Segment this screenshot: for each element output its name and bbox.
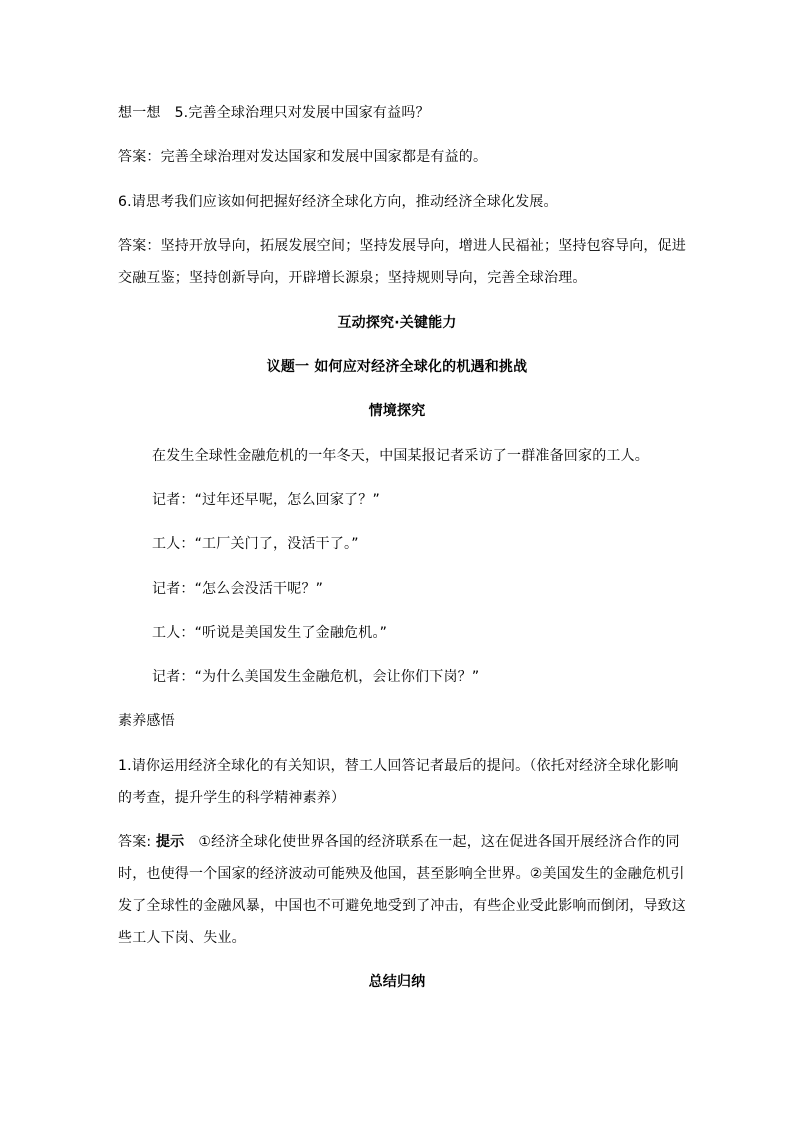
summary-title: 总结归纳 <box>368 974 426 990</box>
section-title: 互动探究·关键能力 <box>337 315 457 331</box>
dialog-line: 记者：“怎么会没活干呢？” <box>152 581 324 597</box>
dialog-line: 工人：“工厂关门了，没活干了。” <box>152 536 359 552</box>
dialog-line: 记者：“过年还早呢，怎么回家了？” <box>152 492 380 508</box>
scenario-title: 情境探究 <box>368 403 426 419</box>
answer-1-line-3: 发了全球性的金融风暴，中国也不可避免地受到了冲击，有些企业受此影响而倒闭，导致这 <box>118 898 686 914</box>
dialog-line: 工人：“听说是美国发生了金融危机。” <box>152 625 388 641</box>
answer-5: 答案：完善全球治理对发达国家和发展中国家都是有益的。 <box>118 149 488 165</box>
answer-1-text: ①经济全球化使世界各国的经济联系在一起，这在促进各国开展经济合作的同 <box>198 834 680 850</box>
think-label: 想一想 <box>118 105 161 121</box>
question-1-line-2: 的考查，提升学生的科学精神素养） <box>118 790 346 806</box>
dialog-line: 记者：“为什么美国发生金融危机，会让你们下岗？” <box>152 669 480 685</box>
answer-1-line-1 <box>118 833 680 851</box>
literacy-heading: 素养感悟 <box>118 713 175 729</box>
answer-6-line-2: 交融互鉴；坚持创新导向，开辟增长源泉；坚持规则导向，完善全球治理。 <box>118 270 587 286</box>
topic-title: 议题一 如何应对经济全球化的机遇和挑战 <box>266 359 528 375</box>
question-6: 6.请思考我们应该如何把握好经济全球化方向，推动经济全球化发展。 <box>118 194 558 210</box>
question-5-text: 5.完善全球治理只对发展中国家有益吗？ <box>174 105 430 121</box>
answer-1-line-4: 些工人下岗、失业。 <box>118 930 246 946</box>
answer-1-line-2: 时，也使得一个国家的经济波动可能殃及他国，甚至影响全世界。②美国发生的金融危机引 <box>118 866 685 882</box>
answer-6-line-1: 答案：坚持开放导向，拓展发展空间；坚持发展导向，增进人民福祉；坚持包容导向，促进 <box>118 238 686 254</box>
hint-label: 提示 <box>155 834 185 850</box>
question-1-line-1: 1.请你运用经济全球化的有关知识，替工人回答记者最后的提问。（依托对经济全球化影响 <box>118 758 679 774</box>
scenario-intro: 在发生全球性金融危机的一年冬天，中国某报记者采访了一群准备回家的工人。 <box>152 448 649 464</box>
question-5 <box>118 104 430 122</box>
answer-prefix: 答案: <box>118 834 152 850</box>
